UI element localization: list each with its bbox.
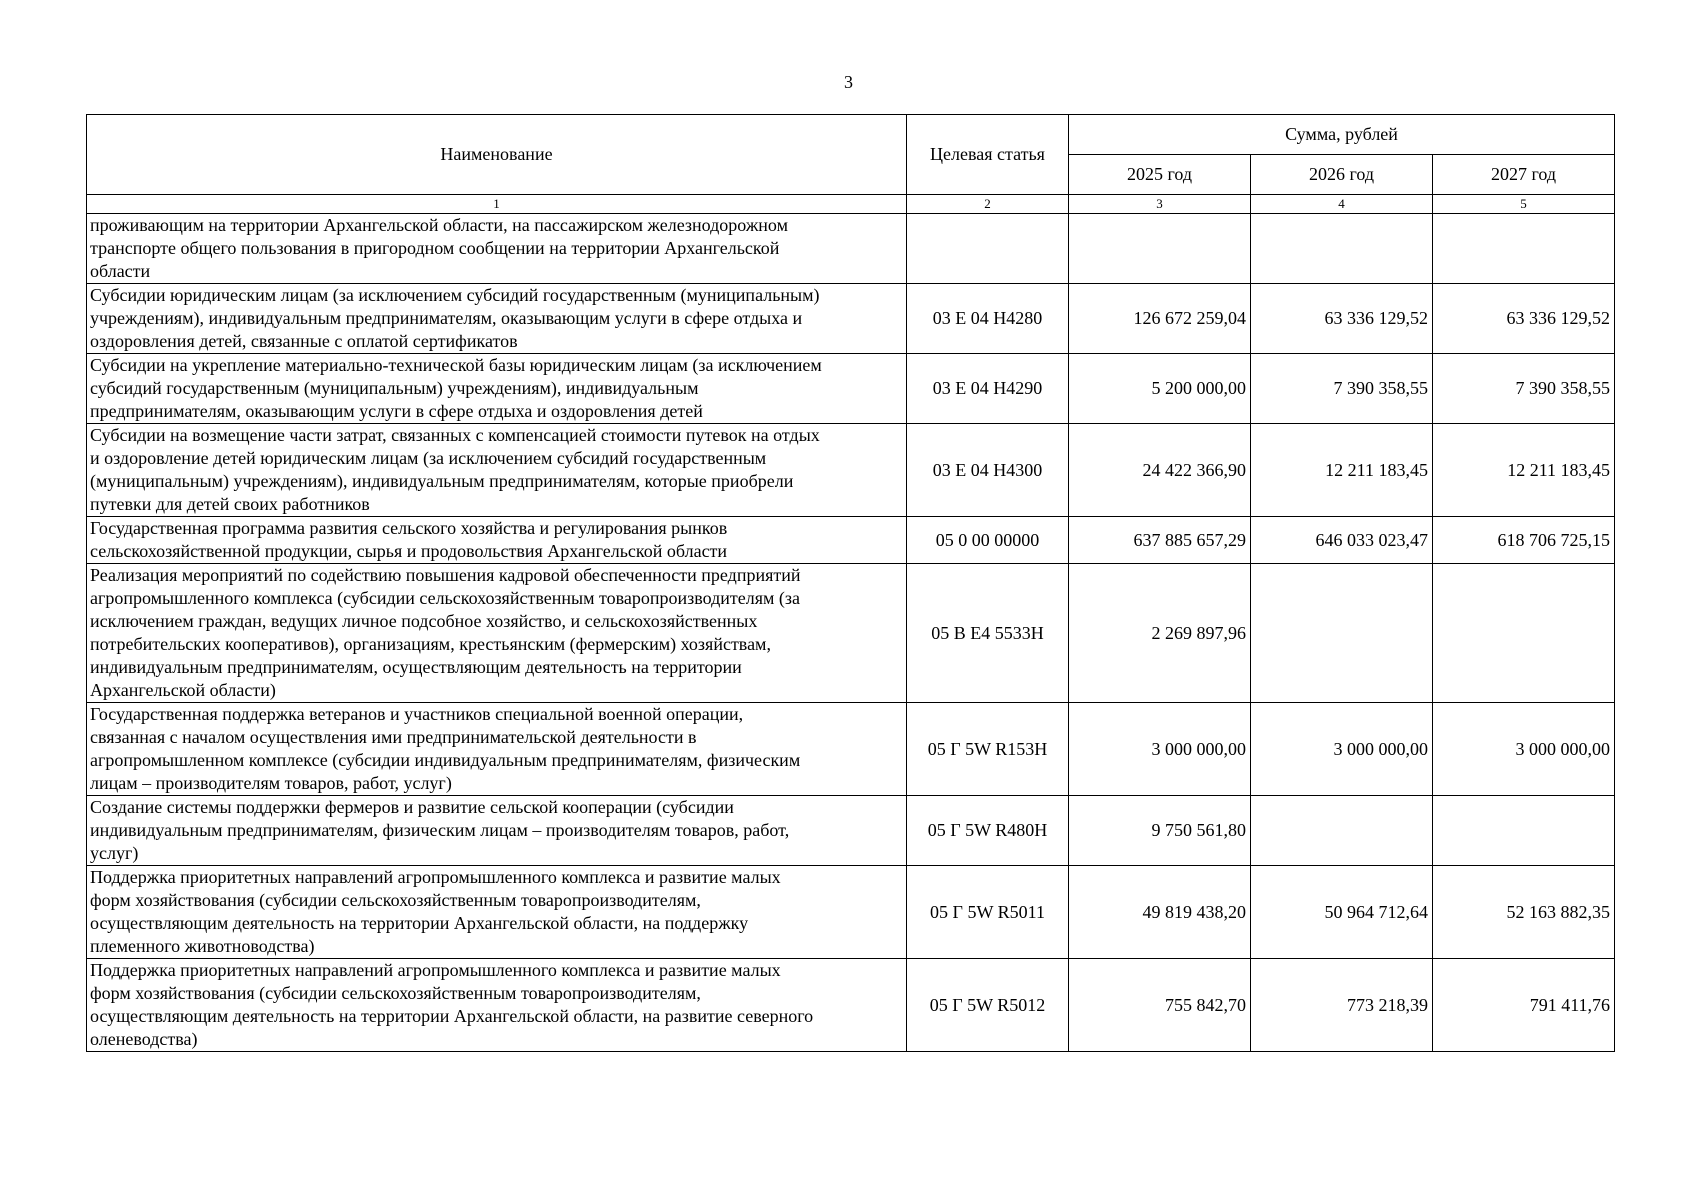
row-name bbox=[87, 214, 907, 284]
row-name bbox=[87, 354, 907, 424]
row-name-line: Реализация мероприятий по содействию повышения кадровой обеспеченности предприятий bbox=[90, 565, 801, 585]
table-row bbox=[87, 703, 1615, 796]
table-row bbox=[87, 284, 1615, 354]
header-year-2025: 2025 год bbox=[1069, 155, 1251, 195]
row-name-line: Субсидии юридическим лицам (за исключением субсидий государственным (муниципальным) bbox=[90, 285, 820, 305]
row-name-line: форм хозяйствования (субсидии сельскохозяйственным товаропроизводителям, bbox=[90, 890, 701, 910]
target-code: 05 В Е4 5533Н bbox=[907, 564, 1069, 703]
amount-2025: 2 269 897,96 bbox=[1069, 564, 1251, 703]
table-row bbox=[87, 354, 1615, 424]
row-name bbox=[87, 564, 907, 703]
row-name-line: лицам – производителям товаров, работ, услуг) bbox=[90, 773, 452, 793]
row-name bbox=[87, 959, 907, 1052]
table-row bbox=[87, 564, 1615, 703]
amount-2026 bbox=[1251, 214, 1433, 284]
amount-2026: 3 000 000,00 bbox=[1251, 703, 1433, 796]
header-code: Целевая статья bbox=[907, 115, 1069, 195]
page-number: 3 bbox=[844, 72, 853, 92]
row-name-line: Государственная программа развития сельского хозяйства и регулирования рынков bbox=[90, 518, 728, 538]
amount-2025: 5 200 000,00 bbox=[1069, 354, 1251, 424]
row-name-line: предпринимателям, оказывающим услуги в сфере отдыха и оздоровления детей bbox=[90, 401, 703, 421]
target-code: 05 0 00 00000 bbox=[907, 517, 1069, 564]
amount-2027: 618 706 725,15 bbox=[1433, 517, 1615, 564]
amount-2027: 52 163 882,35 bbox=[1433, 866, 1615, 959]
column-number: 5 bbox=[1433, 195, 1615, 214]
header-year-2027: 2027 год bbox=[1433, 155, 1615, 195]
row-name-line: форм хозяйствования (субсидии сельскохозяйственным товаропроизводителям, bbox=[90, 983, 701, 1003]
column-number: 1 bbox=[87, 195, 907, 214]
amount-2026: 7 390 358,55 bbox=[1251, 354, 1433, 424]
row-name bbox=[87, 866, 907, 959]
table-row bbox=[87, 214, 1615, 284]
row-name-line: осуществляющим деятельность на территории Архангельской области, на поддержку bbox=[90, 913, 749, 933]
amount-2025: 755 842,70 bbox=[1069, 959, 1251, 1052]
target-code: 05 Г 5W R5011 bbox=[907, 866, 1069, 959]
row-name-line: Архангельской области) bbox=[90, 680, 276, 700]
row-name-line: области bbox=[90, 261, 151, 281]
column-number: 2 bbox=[907, 195, 1069, 214]
column-number: 4 bbox=[1251, 195, 1433, 214]
amount-2027 bbox=[1433, 796, 1615, 866]
table-body bbox=[87, 214, 1615, 1052]
target-code: 03 Е 04 Н4280 bbox=[907, 284, 1069, 354]
row-name-line: Субсидии на возмещение части затрат, связанных с компенсацией стоимости путевок на отдых bbox=[90, 425, 820, 445]
row-name-line: исключением граждан, ведущих личное подсобное хозяйство, и сельскохозяйственных bbox=[90, 611, 758, 631]
row-name bbox=[87, 703, 907, 796]
row-name bbox=[87, 517, 907, 564]
amount-2025 bbox=[1069, 214, 1251, 284]
row-name-line: связанная с началом осуществления ими предпринимательской деятельности в bbox=[90, 727, 697, 747]
row-name-line: (муниципальным) учреждениям), индивидуальным предпринимателям, которые приобрели bbox=[90, 471, 794, 491]
row-name-line: Поддержка приоритетных направлений агропромышленного комплекса и развитие малых bbox=[90, 960, 781, 980]
row-name-line: индивидуальным предпринимателям, физическим лицам – производителям товаров, работ, bbox=[90, 820, 790, 840]
row-name-line: потребительских кооперативов), организациям, крестьянским (фермерским) хозяйствам, bbox=[90, 634, 771, 654]
header-sum: Сумма, рублей bbox=[1069, 115, 1615, 155]
row-name-line: оленеводства) bbox=[90, 1029, 198, 1049]
amount-2026 bbox=[1251, 564, 1433, 703]
row-name bbox=[87, 424, 907, 517]
amount-2027: 7 390 358,55 bbox=[1433, 354, 1615, 424]
header-name: Наименование bbox=[87, 115, 907, 195]
row-name-line: агропромышленном комплексе (субсидии индивидуальным предпринимателям, физическим bbox=[90, 750, 801, 770]
row-name-line: Создание системы поддержки фермеров и развитие сельской кооперации (субсидии bbox=[90, 797, 734, 817]
row-name-line: Субсидии на укрепление материально-технической базы юридическим лицам (за исключением bbox=[90, 355, 822, 375]
amount-2025: 3 000 000,00 bbox=[1069, 703, 1251, 796]
row-name-line: сельскохозяйственной продукции, сырья и продовольствия Архангельской области bbox=[90, 541, 728, 561]
target-code: 05 Г 5W R480Н bbox=[907, 796, 1069, 866]
row-name-line: Поддержка приоритетных направлений агропромышленного комплекса и развитие малых bbox=[90, 867, 781, 887]
target-code: 03 Е 04 Н4300 bbox=[907, 424, 1069, 517]
table-row bbox=[87, 796, 1615, 866]
amount-2027 bbox=[1433, 564, 1615, 703]
amount-2026: 646 033 023,47 bbox=[1251, 517, 1433, 564]
amount-2025: 637 885 657,29 bbox=[1069, 517, 1251, 564]
amount-2025: 126 672 259,04 bbox=[1069, 284, 1251, 354]
amount-2025: 49 819 438,20 bbox=[1069, 866, 1251, 959]
row-name-line: осуществляющим деятельность на территории Архангельской области, на развитие северного bbox=[90, 1006, 814, 1026]
row-name-line: и оздоровление детей юридическим лицам (за исключением субсидий государственным bbox=[90, 448, 767, 468]
target-code: 05 Г 5W R153Н bbox=[907, 703, 1069, 796]
budget-table bbox=[86, 114, 1615, 1052]
target-code: 03 Е 04 Н4290 bbox=[907, 354, 1069, 424]
row-name-line: индивидуальным предпринимателям, осуществляющим деятельность на территории bbox=[90, 657, 742, 677]
row-name-line: Государственная поддержка ветеранов и участников специальной военной операции, bbox=[90, 704, 744, 724]
row-name-line: транспорте общего пользования в пригородном сообщении на территории Архангельской bbox=[90, 238, 780, 258]
amount-2027: 3 000 000,00 bbox=[1433, 703, 1615, 796]
column-number: 3 bbox=[1069, 195, 1251, 214]
amount-2025: 9 750 561,80 bbox=[1069, 796, 1251, 866]
row-name-line: агропромышленного комплекса (субсидии сельскохозяйственным товаропроизводителям (за bbox=[90, 588, 800, 608]
row-name-line: путевки для детей своих работников bbox=[90, 494, 370, 514]
row-name-line: проживающим на территории Архангельской области, на пассажирском железнодорожном bbox=[90, 215, 788, 235]
amount-2027 bbox=[1433, 214, 1615, 284]
row-name-line: субсидий государственным (муниципальным) учреждениям), индивидуальным bbox=[90, 378, 699, 398]
row-name bbox=[87, 796, 907, 866]
row-name-line: услуг) bbox=[90, 843, 139, 863]
amount-2027: 63 336 129,52 bbox=[1433, 284, 1615, 354]
row-name bbox=[87, 284, 907, 354]
table-row bbox=[87, 866, 1615, 959]
amount-2026 bbox=[1251, 796, 1433, 866]
target-code: 05 Г 5W R5012 bbox=[907, 959, 1069, 1052]
amount-2026: 773 218,39 bbox=[1251, 959, 1433, 1052]
row-name-line: учреждениям), индивидуальным предпринимателям, оказывающим услуги в сфере отдыха и bbox=[90, 308, 803, 328]
amount-2027: 12 211 183,45 bbox=[1433, 424, 1615, 517]
table-row bbox=[87, 517, 1615, 564]
amount-2025: 24 422 366,90 bbox=[1069, 424, 1251, 517]
table-row bbox=[87, 959, 1615, 1052]
target-code bbox=[907, 214, 1069, 284]
row-name-line: племенного животноводства) bbox=[90, 936, 315, 956]
row-name-line: оздоровления детей, связанные с оплатой сертификатов bbox=[90, 331, 518, 351]
amount-2026: 12 211 183,45 bbox=[1251, 424, 1433, 517]
amount-2026: 63 336 129,52 bbox=[1251, 284, 1433, 354]
table-row bbox=[87, 424, 1615, 517]
amount-2027: 791 411,76 bbox=[1433, 959, 1615, 1052]
amount-2026: 50 964 712,64 bbox=[1251, 866, 1433, 959]
header-year-2026: 2026 год bbox=[1251, 155, 1433, 195]
